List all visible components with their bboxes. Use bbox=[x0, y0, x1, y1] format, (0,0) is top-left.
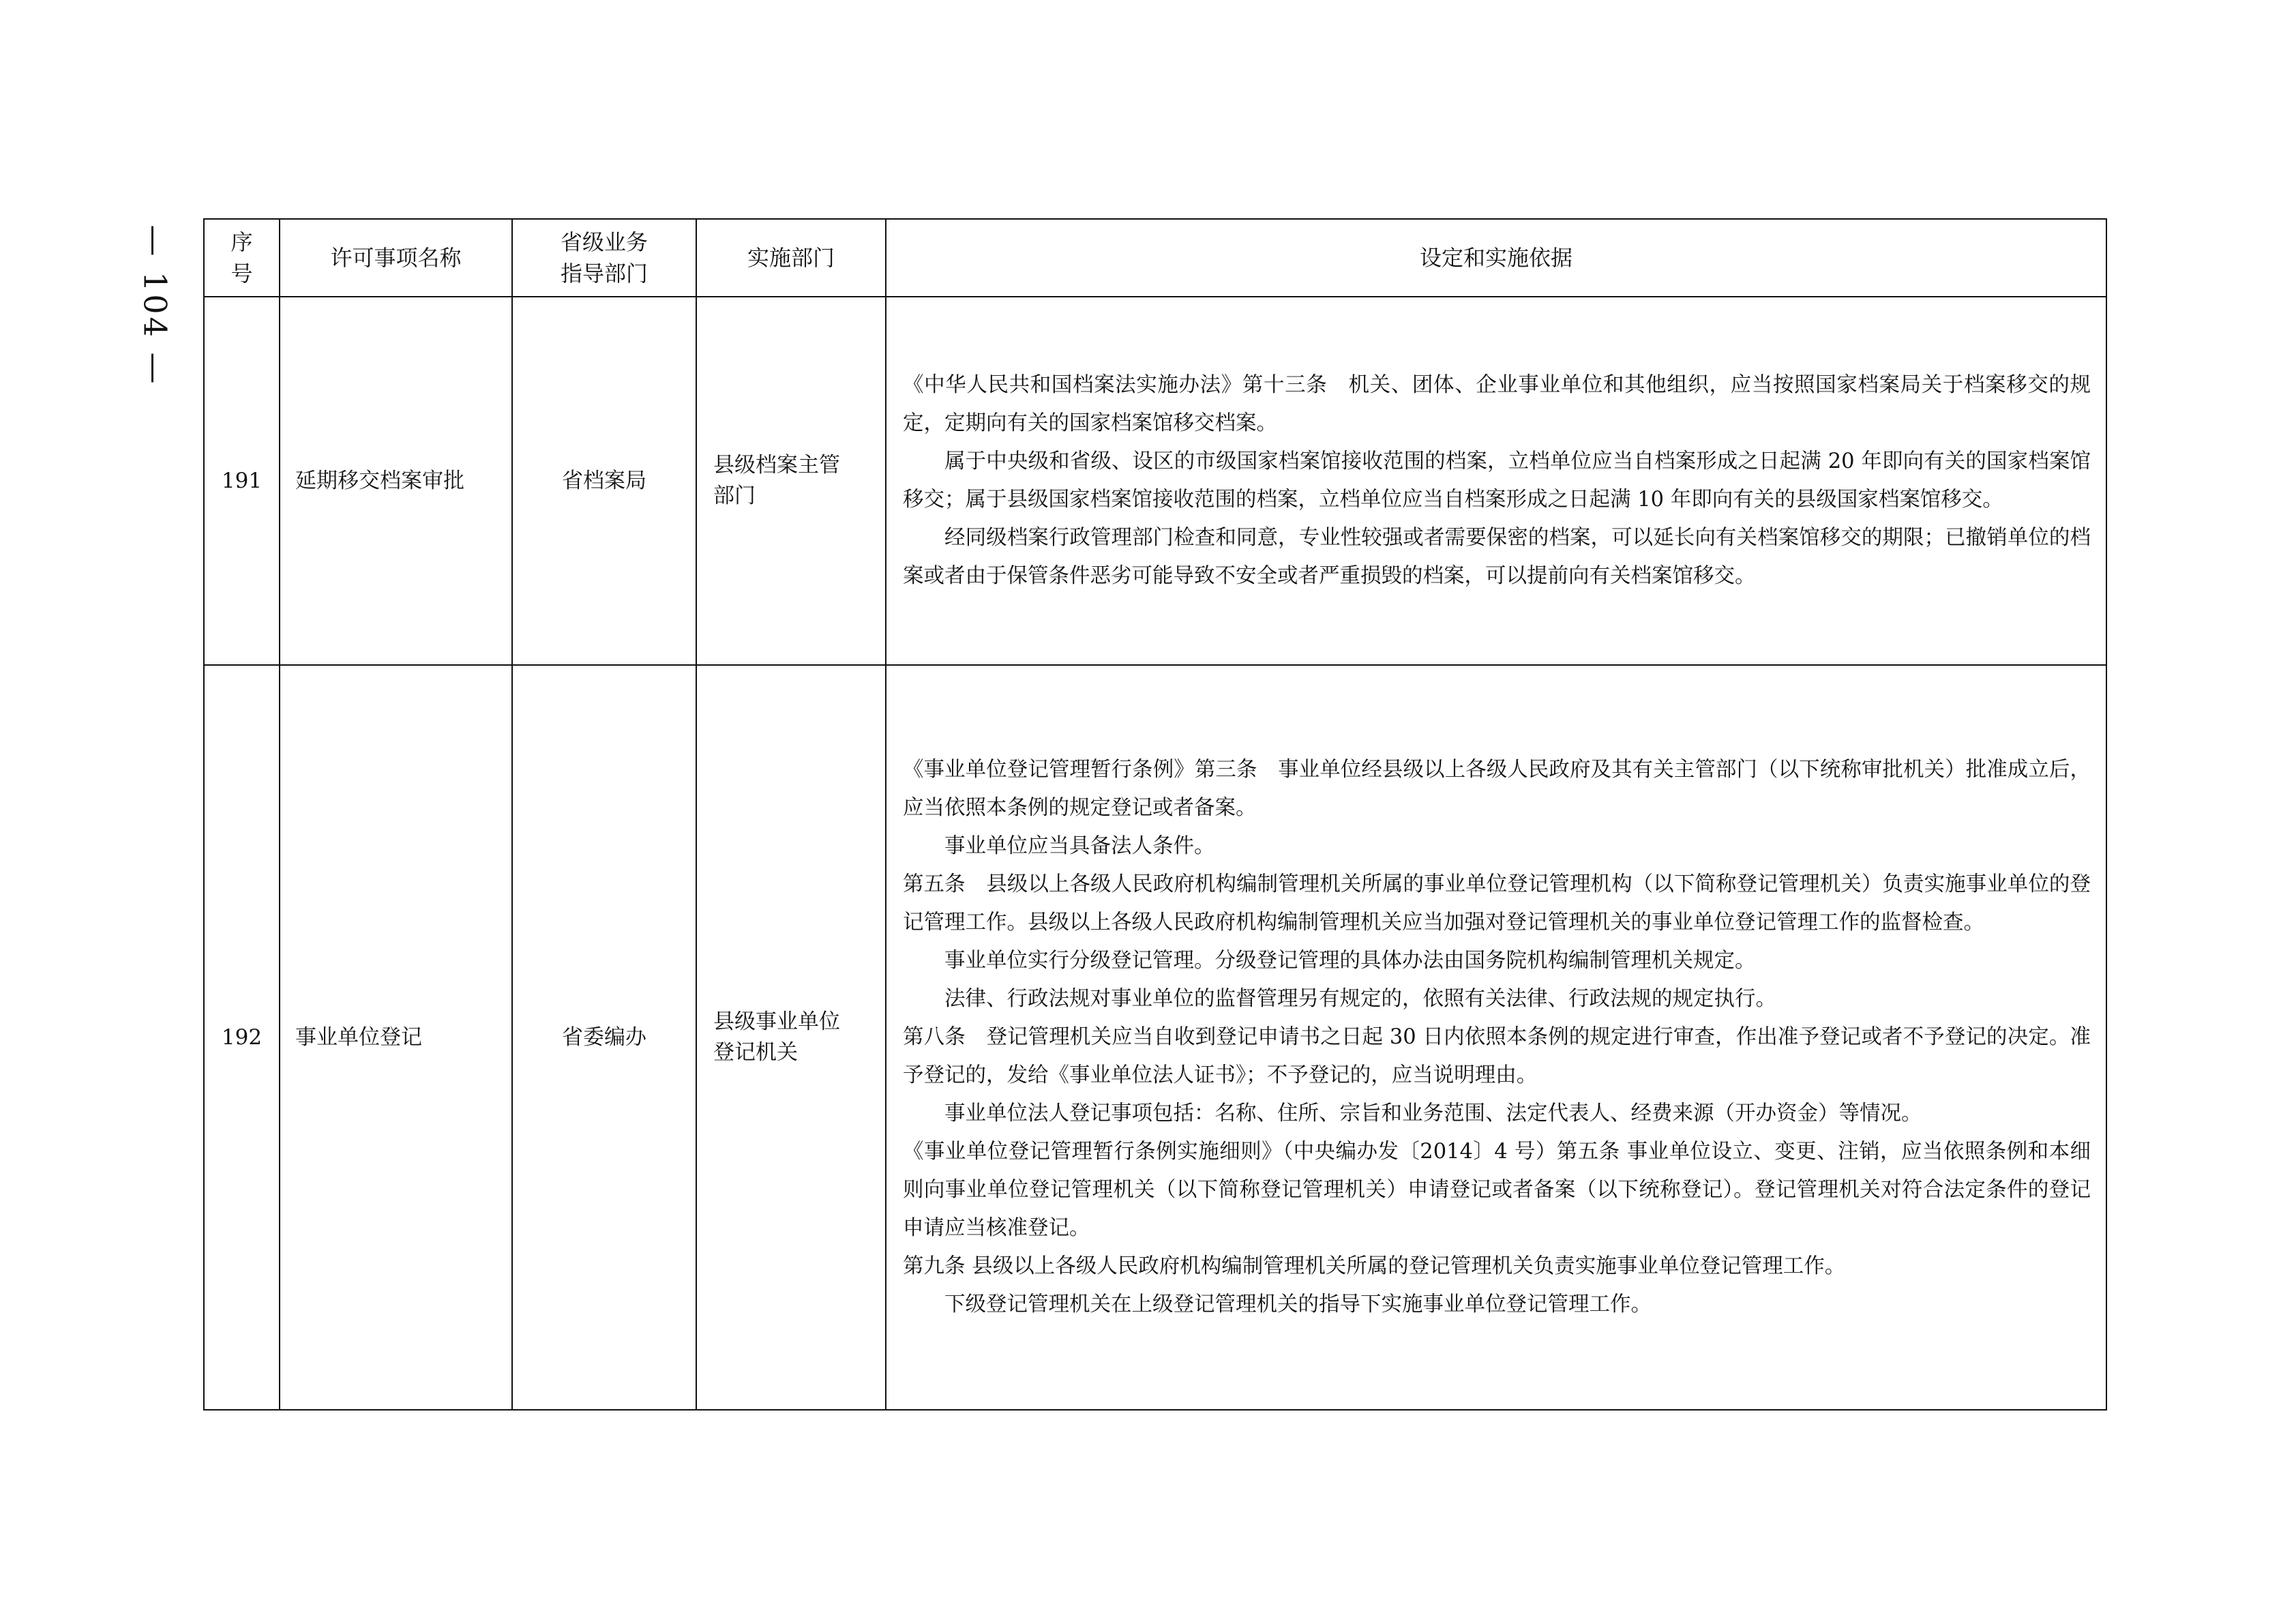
table-row-192 bbox=[204, 665, 2106, 1410]
page-number bbox=[128, 217, 183, 394]
basis-paragraph: 下级登记管理机关在上级登记管理机关的指导下实施事业单位登记管理工作。 bbox=[944, 1293, 1652, 1316]
header-legal-basis: 设定和实施依据 bbox=[886, 219, 2106, 297]
header-serial-line-2: 号 bbox=[230, 261, 253, 286]
basis-paragraph: 《事业单位登记管理暂行条例实施细则》（中央编办发〔2014〕4 号）第五条 事业单位设立、变更、注销，应当依照条例和本细则向事业单位登记管理机关（以下简称登记管理机关）申请登记或者备案（以下统称登记）。登记管理机关对符合法定条件的登记申请应当核准登记。 bbox=[903, 1140, 2091, 1240]
header-implementing-dept: 实施部门 bbox=[696, 219, 886, 297]
header-guide-line-2: 指导部门 bbox=[560, 261, 648, 286]
row-serial-number: 192 bbox=[204, 665, 280, 1410]
row-legal-basis bbox=[886, 665, 2106, 1410]
table-header-row bbox=[204, 219, 2106, 297]
basis-paragraph: 事业单位应当具备法人条件。 bbox=[944, 834, 1215, 858]
row-item-name: 延期移交档案审批 bbox=[280, 297, 512, 665]
basis-paragraph: 第八条 登记管理机关应当自收到登记申请书之日起 30 日内依照本条例的规定进行审查，作出准予登记或者不予登记的决定。准予登记的，发给《事业单位法人证书》；不予登记的，应当说明理由。 bbox=[903, 1025, 2091, 1087]
basis-paragraph: 法律、行政法规对事业单位的监督管理另有规定的，依照有关法律、行政法规的规定执行。 bbox=[944, 987, 1776, 1011]
row-item-name: 事业单位登记 bbox=[280, 665, 512, 1410]
row-dept-line-2: 登记机关 bbox=[713, 1040, 798, 1065]
row-dept-line-2: 部门 bbox=[713, 484, 756, 508]
row-implementing-dept bbox=[696, 665, 886, 1410]
row-implementing-dept bbox=[696, 297, 886, 665]
row-guide-dept: 省档案局 bbox=[512, 297, 696, 665]
header-guide-dept bbox=[512, 219, 696, 297]
header-guide-line-1: 省级业务 bbox=[560, 228, 648, 255]
page-number-text: — 104 — bbox=[137, 224, 175, 387]
table-row-191 bbox=[204, 297, 2106, 665]
basis-paragraph: 属于中央级和省级、设区的市级国家档案馆接收范围的档案，立档单位应当自档案形成之日起满 20 年即向有关的国家档案馆移交；属于县级国家档案馆接收范围的档案，立档单位应当自档案形成之日起满 10 年即向有关的县级国家档案馆移交。 bbox=[903, 449, 2091, 512]
basis-paragraph: 《中华人民共和国档案法实施办法》第十三条 机关、团体、企业事业单位和其他组织，应当按照国家档案局关于档案移交的规定，定期向有关的国家档案馆移交档案。 bbox=[903, 373, 2091, 435]
row-dept-line-1: 县级档案主管 bbox=[713, 453, 840, 478]
basis-paragraph: 第五条 县级以上各级人民政府机构编制管理机关所属的事业单位登记管理机构（以下简称登记管理机关）负责实施事业单位的登记管理工作。县级以上各级人民政府机构编制管理机关应当加强对登记管理机关的事业单位登记管理工作的监督检查。 bbox=[903, 872, 2091, 934]
permit-items-table bbox=[203, 218, 2107, 1411]
header-serial-number bbox=[204, 219, 280, 297]
basis-paragraph: 《事业单位登记管理暂行条例》第三条 事业单位经县级以上各级人民政府及其有关主管部门（以下统称审批机关）批准成立后，应当依照本条例的规定登记或者备案。 bbox=[903, 758, 2091, 820]
header-serial-line-1: 序 bbox=[230, 228, 253, 255]
row-serial-number: 191 bbox=[204, 297, 280, 665]
basis-paragraph: 第九条 县级以上各级人民政府机构编制管理机关所属的登记管理机关负责实施事业单位登记管理工作。 bbox=[903, 1254, 1846, 1278]
row-dept-line-1: 县级事业单位 bbox=[713, 1009, 840, 1035]
basis-paragraph: 事业单位实行分级登记管理。分级登记管理的具体办法由国务院机构编制管理机关规定。 bbox=[944, 949, 1756, 973]
basis-paragraph: 经同级档案行政管理部门检查和同意，专业性较强或者需要保密的档案，可以延长向有关档案馆移交的期限；已撤销单位的档案或者由于保管条件恶劣可能导致不安全或者严重损毁的档案，可以提前向有关档案馆移交。 bbox=[903, 526, 2091, 588]
row-legal-basis bbox=[886, 297, 2106, 665]
basis-paragraph: 事业单位法人登记事项包括：名称、住所、宗旨和业务范围、法定代表人、经费来源（开办资金）等情况。 bbox=[944, 1102, 1922, 1125]
header-item-name: 许可事项名称 bbox=[280, 219, 512, 297]
row-guide-dept: 省委编办 bbox=[512, 665, 696, 1410]
